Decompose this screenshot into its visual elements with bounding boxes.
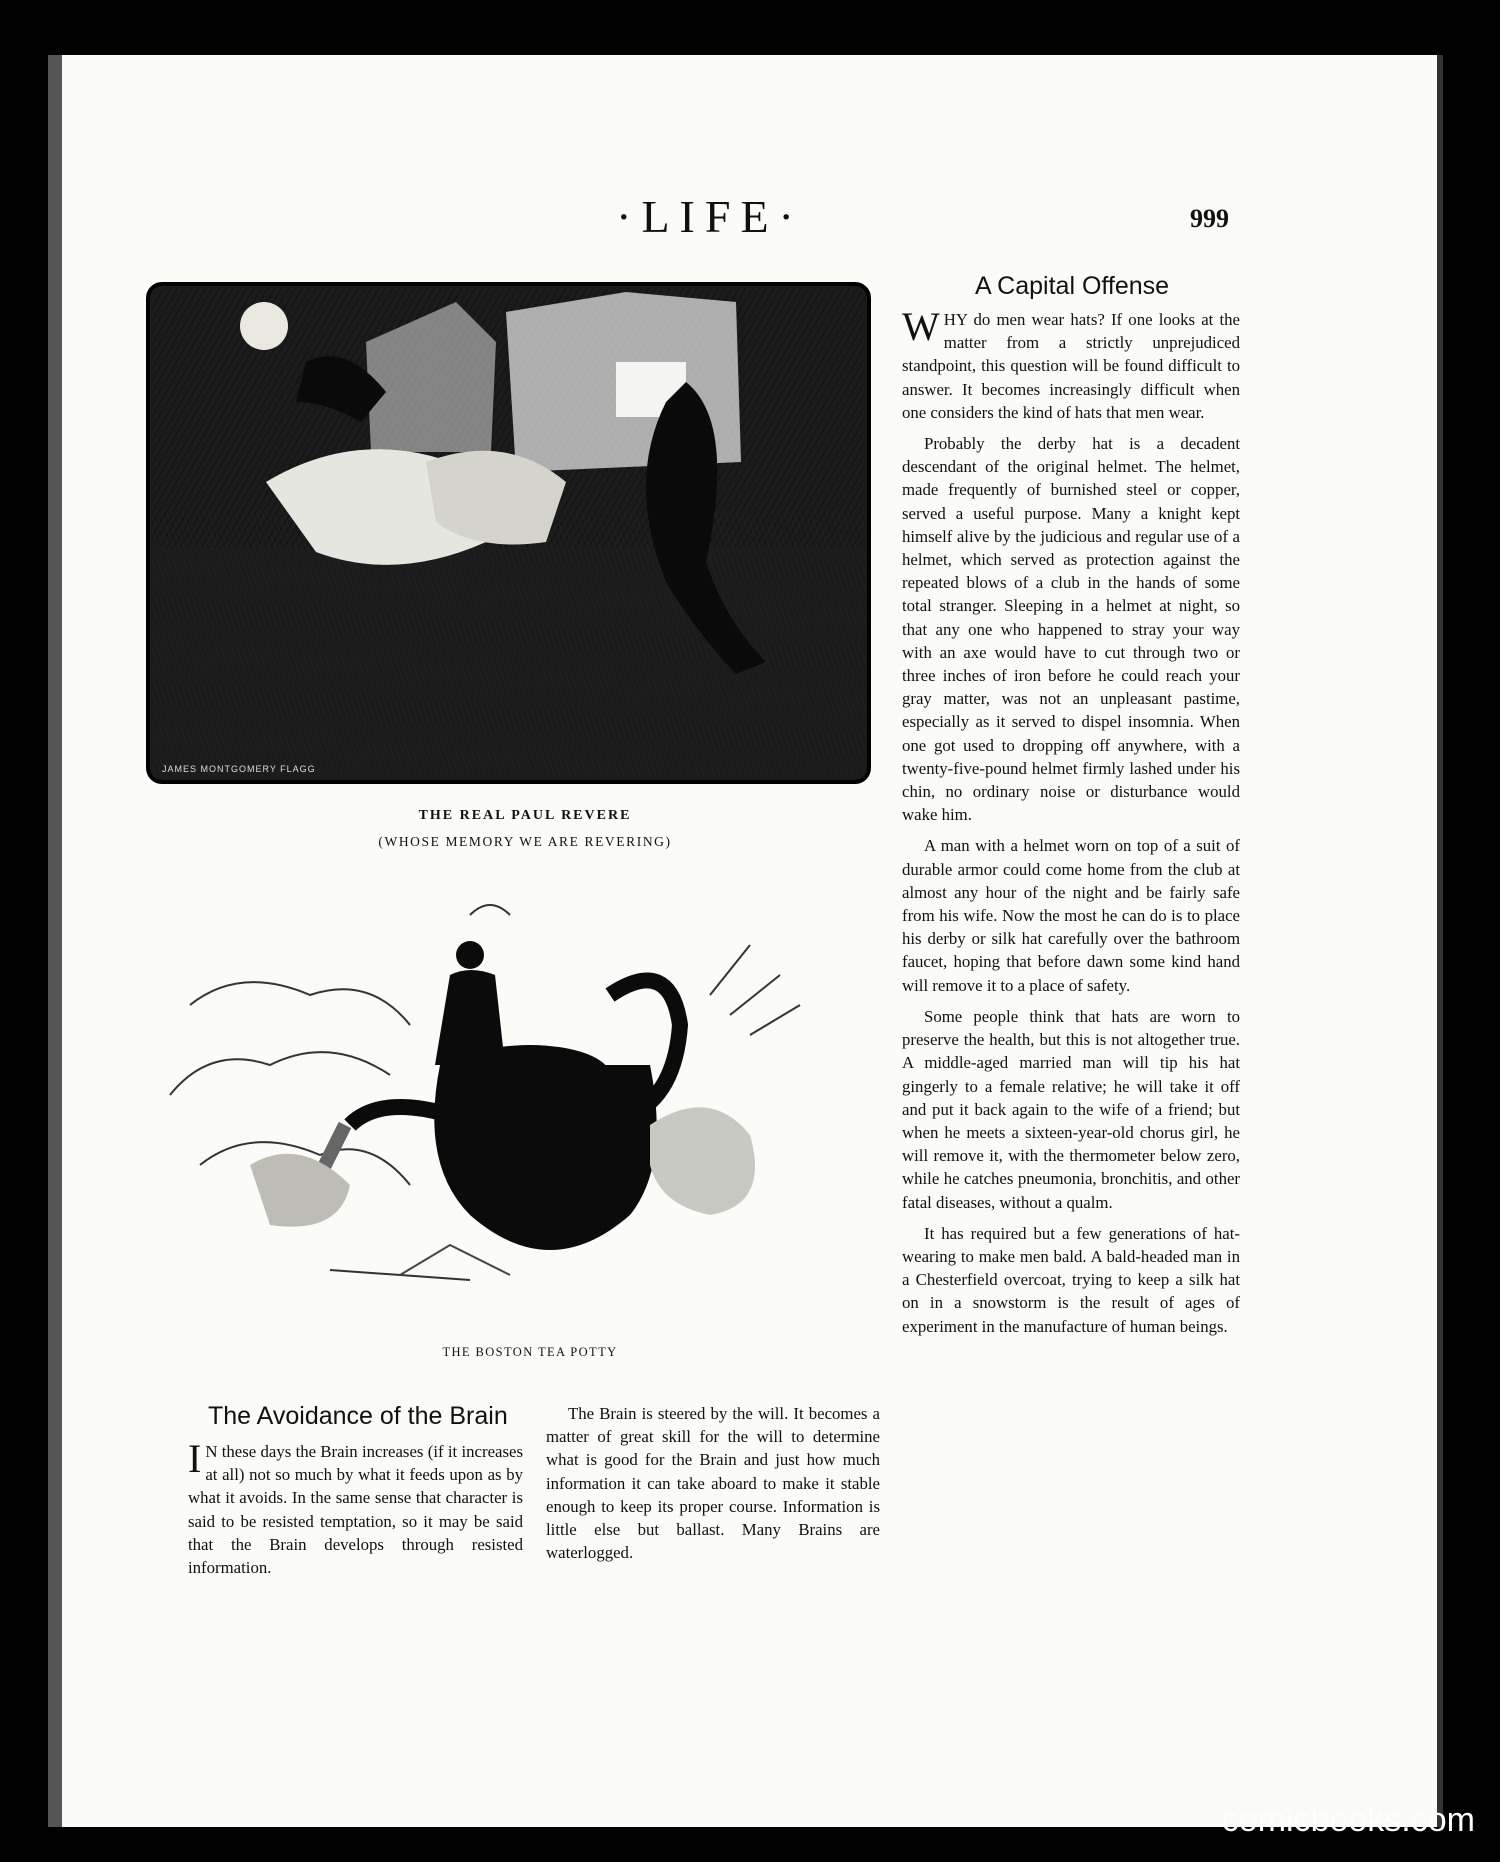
paragraph: The Brain is steered by the will. It becomes a matter of great skill for the will to determine what is good for the Brain and just how much information it can take aboard to make it stable enough to keep its proper course. Information is little else but ballast. Many Brains are waterlogged.: [546, 1404, 880, 1563]
watermark: comicbooks.com: [1221, 1801, 1475, 1839]
paragraph: Probably the derby hat is a decadent descendant of the original helmet. The helmet, made frequently of burnished steel or copper, served a useful purpose. Many a knight kept himself alive by the judicious and regular use of a helmet, which served as protection against the repeated blows of a club in the hands of some total stranger. Sleeping in a helmet at night, so that any one who happened to stray your way with an axe would have to cut through two or three inches of iron before he could reach your gray matter, was not an unpleasant pastime, especially as it served to dispel insomnia. When one got used to dropping off anywhere, with a twenty-five-pound helmet firmly lashed under his chin, no ordinary noise or disturbance would wake him.: [902, 434, 1240, 825]
paragraph: [188, 1436, 523, 1579]
paragraph: A man with a helmet worn on top of a suit of durable armor could come home from the club at almost any hour of the night and be fairly safe from his wife. Now the most he can do is to place his derby or silk hat carefully over the bathroom faucet, hoping that before dawn some kind hand will remove it to a place of safety.: [902, 836, 1240, 995]
page-gutter: [48, 55, 62, 1827]
paragraph-text: HY do men wear hats? If one looks at the matter from a strictly unprejudiced standpoint, this question will be found difficult to answer. It becomes increasingly difficult when one considers the kind of hats that men wear.: [902, 310, 1240, 422]
illustration-caption-teapot: THE BOSTON TEA POTTY: [442, 1345, 618, 1359]
paragraph: It has required but a few generations of hat-wearing to make men bald. A bald-headed man in a Chesterfield overcoat, trying to keep a silk hat on in a snowstorm is the result of ages of experiment in the manufacture of human beings.: [902, 1223, 1240, 1336]
boston-tea-potty-illustration: [150, 885, 870, 1315]
article-title-capital-offense: A Capital Offense: [974, 272, 1170, 300]
article-body-brain-col1: [188, 1436, 523, 1587]
paragraph-text: N these days the Brain increases (if it increases at all) not so much by what it feeds upon as by what it avoids. In the same sense that character is said to be resisted temptation, so it may be said that the Brain develops through resisted information.: [188, 1442, 523, 1578]
article-body-capital-offense: [902, 304, 1240, 1346]
illustration-subcaption: (WHOSE MEMORY WE ARE REVERING): [378, 834, 672, 849]
dropcap: I: [188, 1436, 202, 1481]
artist-signature: JAMES MONTGOMERY FLAGG: [162, 764, 316, 774]
illustration-caption: THE REAL PAUL REVERE: [418, 808, 632, 823]
page-edge: [1437, 55, 1443, 1827]
article-title-brain: The Avoidance of the Brain: [208, 1402, 508, 1430]
paul-revere-illustration: [146, 282, 871, 784]
dropcap: W: [902, 304, 940, 349]
masthead: ·LIFE·: [616, 191, 804, 242]
paragraph: [902, 304, 1240, 424]
paragraph: Some people think that hats are worn to preserve the health, but this is not altogether true. A middle-aged married man will tip his hat gingerly to a female relative; he will take it off and put it back again to the wife of a friend; but when he meets a sixteen-year-old chorus girl, he will remove it, with the thermometer below zero, while he catches pneumonia, bronchitis, and other fatal diseases, without a qualm.: [902, 1006, 1240, 1212]
page-number: 999: [1190, 204, 1229, 233]
article-body-brain-col2: [546, 1402, 880, 1572]
